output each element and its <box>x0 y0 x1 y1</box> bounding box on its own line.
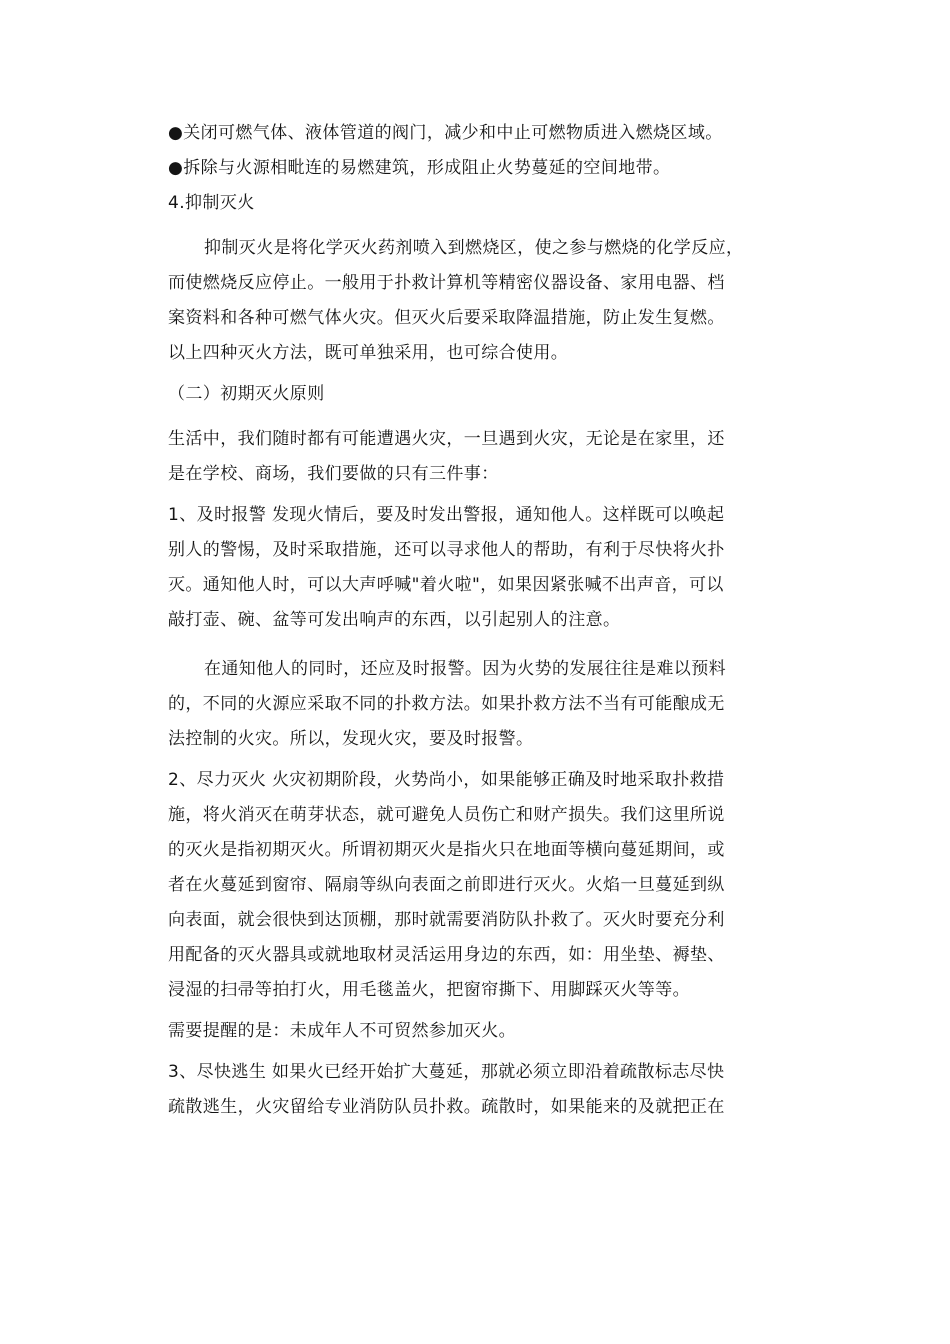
item-extinguish-line: 2、尽力灭火 火灾初期阶段，火势尚小，如果能够正确及时地采取扑救措 <box>168 770 725 790</box>
paragraph-line: 法控制的火灾。所以，发现火灾，要及时报警。 <box>168 729 534 749</box>
paragraph-line: 浸湿的扫帚等拍打火，用毛毯盖火，把窗帘撕下、用脚踩灭火等等。 <box>168 980 690 1000</box>
section-heading-suppression: 4.抑制灭火 <box>168 193 255 213</box>
section-heading-initial-principles: （二）初期灭火原则 <box>168 384 325 404</box>
paragraph-line: 的灭火是指初期灭火。所谓初期灭火是指火只在地面等横向蔓延期间，或 <box>168 840 725 860</box>
paragraph-line: 的，不同的火源应采取不同的扑救方法。如果扑救方法不当有可能酿成无 <box>168 694 725 714</box>
paragraph-line: 以上四种灭火方法，既可单独采用，也可综合使用。 <box>168 343 569 363</box>
bullet-remove-buildings: ●拆除与火源相毗连的易燃建筑，形成阻止火势蔓延的空间地带。 <box>168 158 671 178</box>
document-page <box>168 116 790 1125</box>
item-escape-line: 3、尽快逃生 如果火已经开始扩大蔓延，那就必须立即沿着疏散标志尽快 <box>168 1062 725 1082</box>
paragraph-line: 用配备的灭火器具或就地取材灵活运用身边的东西，如：用坐垫、褥垫、 <box>168 945 725 965</box>
paragraph-line: 而使燃烧反应停止。一般用于扑救计算机等精密仪器设备、家用电器、档 <box>168 273 725 293</box>
paragraph-line: 施，将火消灭在萌芽状态，就可避免人员伤亡和财产损失。我们这里所说 <box>168 805 725 825</box>
paragraph-line: 别人的警惕，及时采取措施，还可以寻求他人的帮助，有利于尽快将火扑 <box>168 540 725 560</box>
paragraph-line: 疏散逃生，火灾留给专业消防队员扑救。疏散时，如果能来的及就把正在 <box>168 1097 725 1117</box>
item-alarm-line: 1、及时报警 发现火情后，要及时发出警报，通知他人。这样既可以唤起 <box>168 505 725 525</box>
paragraph-line: 敲打壶、碗、盆等可发出响声的东西，以引起别人的注意。 <box>168 610 621 630</box>
paragraph-line: 向表面，就会很快到达顶棚，那时就需要消防队扑救了。灭火时要充分利 <box>168 910 725 930</box>
reminder-line: 需要提醒的是：未成年人不可贸然参加灭火。 <box>168 1021 516 1041</box>
paragraph-line: 抑制灭火是将化学灭火药剂喷入到燃烧区，使之参与燃烧的化学反应， <box>204 238 744 258</box>
paragraph-line: 灭。通知他人时，可以大声呼喊"着火啦"，如果因紧张喊不出声音，可以 <box>168 575 724 595</box>
paragraph-line: 生活中，我们随时都有可能遭遇火灾，一旦遇到火灾，无论是在家里，还 <box>168 429 725 449</box>
paragraph-line: 案资料和各种可燃气体火灾。但灭火后要采取降温措施，防止发生复燃。 <box>168 308 725 328</box>
paragraph-line: 在通知他人的同时，还应及时报警。因为火势的发展往往是难以预料 <box>204 659 726 679</box>
paragraph-line: 者在火蔓延到窗帘、隔扇等纵向表面之前即进行灭火。火焰一旦蔓延到纵 <box>168 875 725 895</box>
bullet-close-valves: ●关闭可燃气体、液体管道的阀门，减少和中止可燃物质进入燃烧区域。 <box>168 123 723 143</box>
paragraph-line: 是在学校、商场，我们要做的只有三件事： <box>168 464 499 484</box>
